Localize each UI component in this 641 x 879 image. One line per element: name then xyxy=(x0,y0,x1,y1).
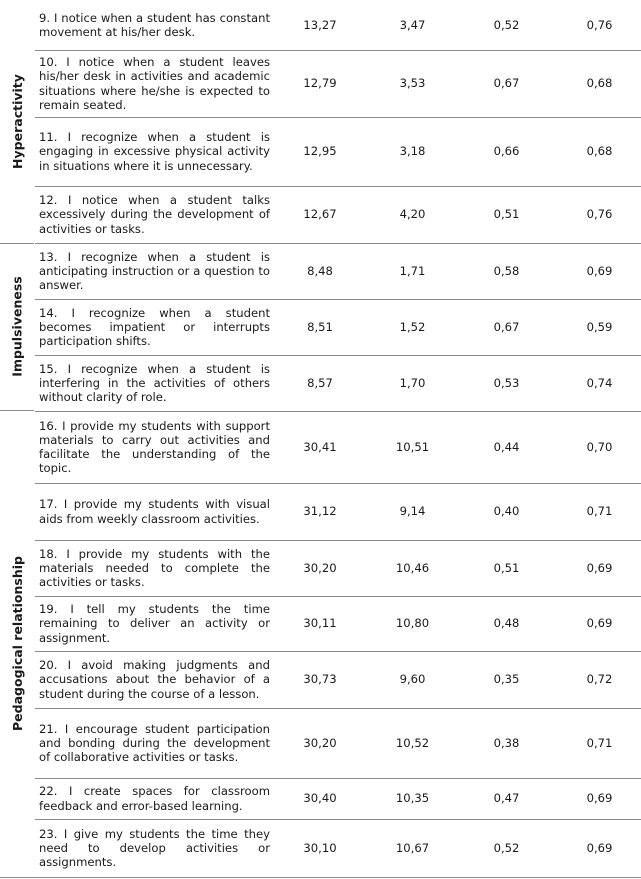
group-label-hyperactivity: Hyperactivity xyxy=(9,74,25,169)
value-col-2: 10,52 xyxy=(370,708,455,778)
value-col-2: 10,46 xyxy=(370,540,455,596)
item-text: 11. I recognize when a student is engaging in excessive physical activity in situations where it is unnecessary. xyxy=(0,117,270,186)
value-col-2: 3,47 xyxy=(399,17,426,32)
value-col-3: 0,51 xyxy=(455,540,558,596)
item-text: 19. I tell my students the time remaining to deliver an activity or assignment. xyxy=(0,596,270,651)
value-col-1: 12,79 xyxy=(270,50,370,117)
item-text: 23. I give my students the time they need to develop activities or assignments. xyxy=(0,819,270,877)
table-row xyxy=(0,651,641,708)
value-col-2: 10,35 xyxy=(370,778,455,819)
value-col-2: 3,53 xyxy=(370,50,455,117)
value-col-2: 1,71 xyxy=(370,243,455,299)
value-col-2: 1,52 xyxy=(370,299,455,355)
value-col-2: 9,60 xyxy=(370,651,455,708)
table-row xyxy=(0,411,641,483)
value-col-4: 0,69 xyxy=(558,819,641,877)
item-text: 12. I notice when a student talks excessively during the development of activities or tasks. xyxy=(0,186,270,243)
value-col-4: 0,68 xyxy=(558,117,641,186)
table-bottom-border xyxy=(0,877,641,878)
value-col-3: 0,66 xyxy=(455,117,558,186)
value-col-2: 3,18 xyxy=(370,117,455,186)
value-col-4: 0,71 xyxy=(558,483,641,540)
table-row xyxy=(0,708,641,778)
value-col-1: 31,12 xyxy=(270,483,370,540)
item-text: 18. I provide my students with the materials needed to complete the activities or tasks. xyxy=(0,540,270,596)
value-col-4: 0,72 xyxy=(558,651,641,708)
item-text: 20. I avoid making judgments and accusations about the behavior of a student during the course of a lesson. xyxy=(0,651,270,708)
value-col-1: 8,57 xyxy=(270,355,370,411)
value-col-3: 0,35 xyxy=(455,651,558,708)
value-col-1: 8,51 xyxy=(270,299,370,355)
value-col-4: 0,69 xyxy=(558,778,641,819)
item-text: 14. I recognize when a student becomes impatient or interrupts participation shifts. xyxy=(0,299,270,355)
table-row xyxy=(0,540,641,596)
group-label-pedagogical-relationship: Pedagogical relationship xyxy=(9,556,25,731)
table-row xyxy=(0,355,641,411)
table-row xyxy=(0,186,641,243)
value-col-1: 30,41 xyxy=(270,411,370,483)
item-text: 13. I recognize when a student is anticipating instruction or a question to answer. xyxy=(0,243,270,299)
value-col-1: 30,73 xyxy=(270,651,370,708)
table-row xyxy=(0,0,641,50)
value-col-3: 0,44 xyxy=(455,411,558,483)
value-col-1: 30,40 xyxy=(270,778,370,819)
value-col-2: 10,80 xyxy=(370,596,455,651)
group-label-impulsiveness: Impulsiveness xyxy=(9,276,25,377)
table-row xyxy=(0,596,641,651)
value-col-4: 0,68 xyxy=(558,50,641,117)
value-col-1: 30,11 xyxy=(270,596,370,651)
value-col-4: 0,70 xyxy=(558,411,641,483)
value-col-1: 30,10 xyxy=(270,819,370,877)
value-col-3: 0,58 xyxy=(455,243,558,299)
table-row xyxy=(0,50,641,117)
value-col-4: 0,69 xyxy=(558,596,641,651)
value-col-1: 30,20 xyxy=(270,540,370,596)
value-col-4: 0,69 xyxy=(558,243,641,299)
value-col-4: 0,59 xyxy=(558,299,641,355)
value-col-3: 0,47 xyxy=(455,778,558,819)
value-col-2: 9,14 xyxy=(370,483,455,540)
value-col-3: 0,48 xyxy=(455,596,558,651)
value-col-4: 0,74 xyxy=(558,355,641,411)
value-col-1: 12,95 xyxy=(270,117,370,186)
value-col-3: 0,38 xyxy=(455,708,558,778)
table-row xyxy=(0,819,641,877)
item-text: 22. I create spaces for classroom feedback and error-based learning. xyxy=(0,778,270,819)
value-col-2: 4,20 xyxy=(370,186,455,243)
value-col-3: 0,51 xyxy=(455,186,558,243)
item-text: 15. I recognize when a student is interfering in the activities of others without clarity of role. xyxy=(0,355,270,411)
value-col-1: 30,20 xyxy=(270,708,370,778)
item-text: 9. I notice when a student has constant movement at his/her desk. xyxy=(39,10,270,39)
value-col-3: 0,40 xyxy=(455,483,558,540)
value-col-4: 0,71 xyxy=(558,708,641,778)
value-col-4: 0,76 xyxy=(586,17,613,32)
value-col-1: 12,67 xyxy=(270,186,370,243)
value-col-3: 0,52 xyxy=(493,17,520,32)
value-col-2: 10,51 xyxy=(370,411,455,483)
value-col-3: 0,52 xyxy=(455,819,558,877)
value-col-4: 0,69 xyxy=(558,540,641,596)
value-col-2: 1,70 xyxy=(370,355,455,411)
value-col-3: 0,67 xyxy=(455,50,558,117)
table-row xyxy=(0,117,641,186)
table-row xyxy=(0,299,641,355)
table-row xyxy=(0,243,641,299)
value-col-3: 0,67 xyxy=(455,299,558,355)
value-col-2: 10,67 xyxy=(370,819,455,877)
item-text: 21. I encourage student participation and bonding during the development of collaborative activities or tasks. xyxy=(0,708,270,778)
item-text: 10. I notice when a student leaves his/her desk in activities and academic situations where he/she is expected to remain seated. xyxy=(0,50,270,117)
item-text: 17. I provide my students with visual aids from weekly classroom activities. xyxy=(0,483,270,540)
table-row xyxy=(0,778,641,819)
value-col-1: 13,27 xyxy=(303,17,337,32)
item-text: 16. I provide my students with support materials to carry out activities and facilitate the understanding of the topic. xyxy=(0,411,270,483)
table-row xyxy=(0,483,641,540)
value-col-3: 0,53 xyxy=(455,355,558,411)
value-col-4: 0,76 xyxy=(558,186,641,243)
value-col-1: 8,48 xyxy=(270,243,370,299)
